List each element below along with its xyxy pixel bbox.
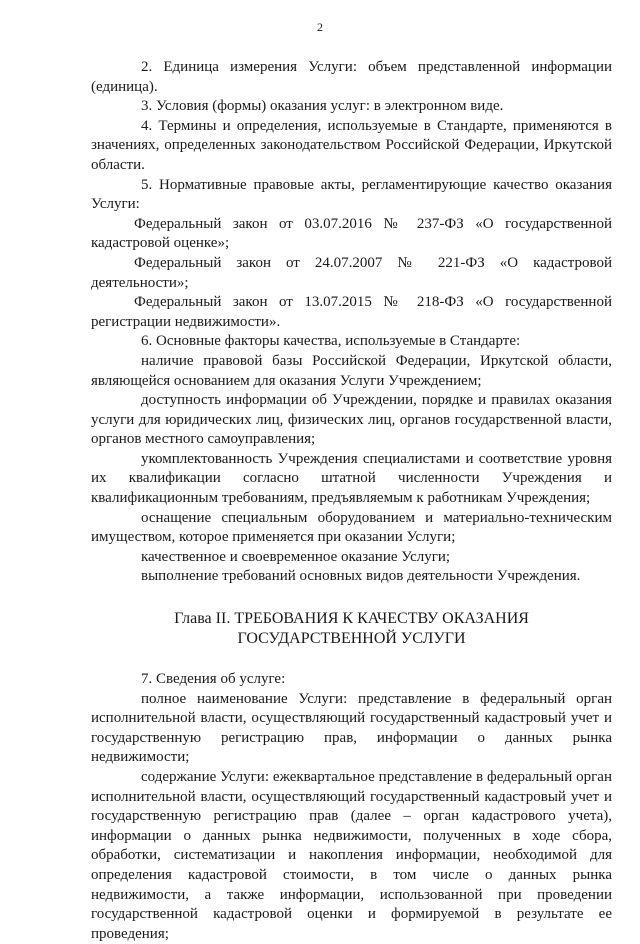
- paragraph-service-info: 7. Сведения об услуге:: [141, 671, 286, 688]
- paragraph-quality-service: качественное и своевременное оказание Услуги;: [141, 548, 451, 565]
- paragraph-requirements: выполнение требований основных видов деятельности Учреждения.: [141, 568, 581, 585]
- chapter-heading-line-2: ГОСУДАРСТВЕННОЙ УСЛУГИ: [237, 630, 466, 648]
- document-body: [91, 58, 612, 944]
- paragraph-quality-factors: 6. Основные факторы качества, используемые в Стандарте:: [141, 333, 521, 350]
- paragraph-law-237: Федеральный закон от 03.07.2016 № 237-ФЗ «О государственной кадастровой оценке»;: [91, 215, 612, 252]
- paragraph-equipment: оснащение специальным оборудованием и материально-техническим имуществом, которое применяется при оказании Услуги;: [91, 509, 612, 546]
- paragraph-information-access: доступность информации об Учреждении, порядке и правилах оказания услуги для юридических лиц, физических лиц, органов государственной власти, органов местного самоуправления;: [91, 392, 612, 448]
- paragraph-service-content: содержание Услуги: ежеквартальное представление в федеральный орган исполнительной власти, осуществляющий государственный кадастровый учет и государственную регистрацию прав (далее – орган кадастрового учета), информации о данных рынка недвижимости, полученных в ходе сбора, обработки, систематизации и накопления информации, необходимой для определения кадастровой стоимости, в том числе о данных рынка недвижимости, а также информации, использованной при проведении государственной кадастровой оценки и формируемой в результате ее проведения;: [91, 769, 612, 942]
- page-number: 2: [317, 20, 323, 34]
- paragraph-regulatory-acts: 5. Нормативные правовые акты, регламентирующие качество оказания Услуги:: [91, 176, 612, 213]
- paragraph-staffing: укомплектованность Учреждения специалистами и соответствие уровня их квалификации согласно штатной численности Учреждения и квалификационным требованиям, предъявляемым к работникам Учреждения;: [91, 450, 612, 507]
- paragraph-law-221: Федеральный закон от 24.07.2007 № 221-ФЗ «О кадастровой деятельности»;: [91, 254, 612, 291]
- paragraph-terms-definitions: 4. Термины и определения, используемые в Стандарте, применяются в значениях, определенных законодательством Российской Федерации, Иркутской области.: [91, 117, 612, 173]
- paragraph-law-218: Федеральный закон от 13.07.2015 № 218-ФЗ «О государственной регистрации недвижимости».: [91, 294, 612, 330]
- paragraph-service-full-name: полное наименование Услуги: представление в федеральный орган исполнительной власти, осуществляющий государственный кадастровый учет и государственную регистрацию прав, информации о данных рынка недвижимости;: [91, 690, 612, 766]
- paragraph-service-conditions: 3. Условия (формы) оказания услуг: в электронном виде.: [141, 98, 504, 115]
- chapter-heading-line-1: Глава II. ТРЕБОВАНИЯ К КАЧЕСТВУ ОКАЗАНИЯ: [174, 610, 529, 628]
- paragraph-unit-of-measure: 2. Единица измерения Услуги: объем представленной информации (единица).: [91, 59, 612, 95]
- paragraph-legal-base: наличие правовой базы Российской Федерации, Иркутской области, являющейся основанием для оказания Услуги Учреждением;: [91, 352, 612, 389]
- chapter-heading: [91, 609, 612, 649]
